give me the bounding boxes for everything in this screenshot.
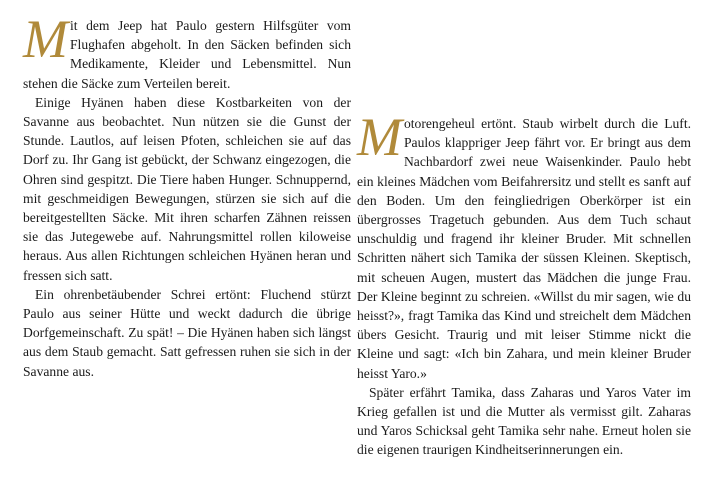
drop-cap-initial: M [23, 9, 68, 69]
paragraph-2: Einige Hyänen haben diese Kostbarkeiten von der Savanne aus beobachtet. Nun nützen sie die Gunst der Stunde. Lautlos, auf leisen Pfoten, schleichen sie auf das Dorf zu. Ihr Gang ist gebückt, der Schwanz eingezogen, die Ohren sind gespitzt. Die Tiere haben Hunger. Schnuppernd, mit geschmeidigen Bewegungen, stürzen sie sich auf die bereitgestellten Säcke. Mit ihren scharfen Zähnen reissen sie das Jutegewebe auf. Nahrungsmittel rollen kiloweise heraus. Aus allen Richtungen schleichen Hyänen heran und fressen sich satt. [23, 94, 351, 283]
paragraph-text: otorengeheul ertönt. Staub wirbelt durch die Luft. Paulos klappriger Jeep fährt vor. Er bringt aus dem Nachbardorf zwei neue Waisenkinder. Paulo hebt ein kleines Mädchen vom Beifahrersitz und stellt es sanft auf den Boden. Um den feingliedrigen Oberkörper ist ein übergrosses Tragetuch gebunden. Aus dem Tuch schaut unschuldig und fragend ihr kleiner Bruder. Mit schnellen Schritten nähert sich Tamika der süssen Kleinen. Skeptisch, mit scheuen Augen, mustert das Mädchen die junge Frau. Der Kleine beginnt zu schreien. «Willst du mir sagen, wie du heisst?», fragt Tamika das Kind und streichelt dem Mädchen übers Gesicht. Traurig und mit leiser Stimme nickt die Kleine und sagt: «Ich bin Zahara, und mein kleiner Bruder heisst Yaro.» [357, 116, 691, 381]
paragraph-3: Ein ohrenbetäubender Schrei ertönt: Fluchend stürzt Paulo aus seiner Hütte und weckt dadurch die übrige Dorfgemeinschaft. Zu spät! – Die Hyänen haben sich längst aus dem Staub gemacht. Satt gefressen ruhen sie sich in der Savanne aus. [23, 286, 351, 379]
paragraph-5: Später erfährt Tamika, dass Zaharas und Yaros Vater im Krieg gefallen ist und die Mutter als vermisst gilt. Zaharas und Yaros Schicksal geht Tamika sehr nahe. Erneut holen sie die eigenen traurigen Kindheitserinnerungen ein. [357, 384, 691, 458]
drop-cap-initial: M [357, 107, 402, 167]
paragraph-1 [23, 9, 351, 93]
paragraph-4 [357, 107, 691, 383]
paragraph-text: it dem Jeep hat Paulo gestern Hilfsgüter vom Flughafen abgeholt. In den Säcken befinden sich Medikamente, Kleider und Lebensmittel. Nun stehen die Säcke zum Verteilen bereit. [23, 18, 351, 91]
left-text-column [23, 9, 351, 381]
right-text-column [357, 107, 691, 460]
